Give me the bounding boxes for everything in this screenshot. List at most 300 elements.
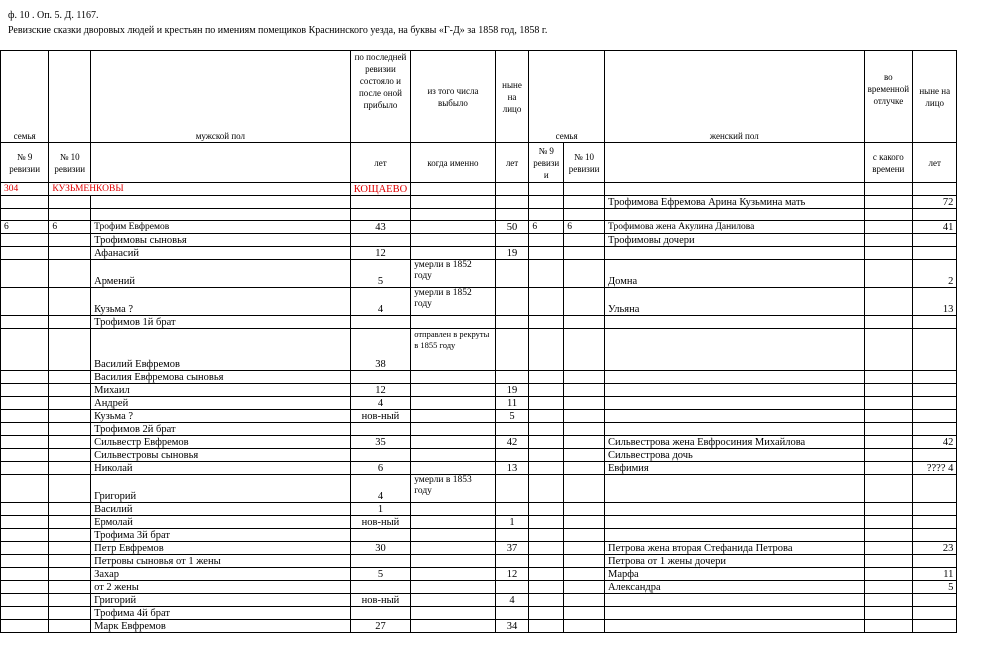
header-male: мужской пол: [91, 51, 351, 143]
table-row: [1, 529, 988, 542]
cell-f-rev9: [529, 436, 564, 449]
cell-rev10: [49, 542, 91, 555]
cell-age: 43: [350, 221, 411, 234]
cell-rev10: [49, 436, 91, 449]
cell-age: 4: [350, 397, 411, 410]
cell-f-rev10: [564, 196, 605, 209]
cell-spacer: [957, 384, 988, 397]
cell-f-rev10: [564, 423, 605, 436]
cell-rev10: [49, 316, 91, 329]
cell-rev10: [49, 529, 91, 542]
cell-age: 38: [350, 329, 411, 371]
header-semya-female: семья: [529, 51, 605, 143]
cell-nyne-female: [913, 183, 957, 196]
cell-otluchka: [864, 594, 912, 607]
cell-female-name: Евфимия: [605, 462, 865, 475]
cell-nyne-male: 42: [495, 436, 529, 449]
cell-f-rev10: 6: [564, 221, 605, 234]
cell-female-name: Петрова жена вторая Стефанида Петрова: [605, 542, 865, 555]
cell-rev9: [1, 316, 49, 329]
cell-female-name: Александра: [605, 581, 865, 594]
cell-nyne-male: [495, 529, 529, 542]
document-title: Ревизские сказки дворовых людей и крестьян по имениям помещиков Краснинского уезда, на буквы «Г-Д» за 1858 год, 1858 г.: [8, 25, 548, 36]
cell-spacer: [957, 462, 988, 475]
cell-rev10: КУЗЬМЕНКОВЫ: [49, 183, 350, 196]
table-row: [1, 620, 988, 633]
cell-rev9: [1, 410, 49, 423]
cell-age: 1: [350, 503, 411, 516]
cell-nyne-male: [495, 555, 529, 568]
cell-spacer: [957, 555, 988, 568]
cell-female-name: Марфа: [605, 568, 865, 581]
cell-male-name: Афанасий: [91, 247, 351, 260]
cell-nyne-male: [495, 371, 529, 384]
cell-female-name: [605, 316, 865, 329]
cell-rev10: [49, 397, 91, 410]
cell-female-name: Сильвестрова жена Евфросиния Михайлова: [605, 436, 865, 449]
cell-spacer: [957, 620, 988, 633]
cell-f-rev10: [564, 329, 605, 371]
cell-vybylo: [411, 462, 496, 475]
cell-female-name: Трофимова Ефремова Арина Кузьмина мать: [605, 196, 865, 209]
table-row: [1, 462, 988, 475]
cell-otluchka: [864, 221, 912, 234]
cell-f-rev9: [529, 397, 564, 410]
cell-spacer: [957, 209, 988, 221]
cell-otluchka: [864, 475, 912, 503]
table-row: [1, 221, 988, 234]
cell-f-rev9: [529, 384, 564, 397]
cell-rev9: [1, 329, 49, 371]
cell-male-name: [91, 209, 351, 221]
cell-otluchka: [864, 260, 912, 288]
table-row: [1, 183, 988, 196]
cell-male-name: Захар: [91, 568, 351, 581]
cell-rev9: [1, 247, 49, 260]
cell-f-rev9: [529, 410, 564, 423]
cell-rev10: [49, 607, 91, 620]
cell-nyne-male: [495, 209, 529, 221]
cell-rev10: [49, 410, 91, 423]
cell-age: 5: [350, 260, 411, 288]
header-row-2: [1, 143, 988, 183]
cell-rev9: [1, 288, 49, 316]
header-let-2: лет: [495, 143, 529, 183]
cell-nyne-female: 13: [913, 288, 957, 316]
cell-female-name: [605, 397, 865, 410]
cell-nyne-female: [913, 475, 957, 503]
cell-f-rev9: [529, 247, 564, 260]
table-row: [1, 555, 988, 568]
cell-female-name: [605, 183, 865, 196]
cell-spacer: [957, 288, 988, 316]
header-let-3: лет: [913, 143, 957, 183]
cell-female-name: Сильвестрова дочь: [605, 449, 865, 462]
table-row: [1, 568, 988, 581]
cell-nyne-male: 34: [495, 620, 529, 633]
cell-nyne-male: 11: [495, 397, 529, 410]
cell-otluchka: [864, 247, 912, 260]
cell-nyne-female: [913, 384, 957, 397]
cell-otluchka: [864, 581, 912, 594]
cell-female-name: [605, 620, 865, 633]
cell-f-rev10: [564, 397, 605, 410]
cell-female-name: [605, 594, 865, 607]
cell-rev10: [49, 475, 91, 503]
cell-f-rev9: [529, 329, 564, 371]
cell-nyne-female: [913, 410, 957, 423]
cell-age: [350, 555, 411, 568]
cell-female-name: Трофимовы дочери: [605, 234, 865, 247]
cell-rev9: [1, 542, 49, 555]
cell-male-name: Кузьма ?: [91, 288, 351, 316]
cell-rev10: [49, 288, 91, 316]
cell-spacer: [957, 371, 988, 384]
cell-vybylo: [411, 423, 496, 436]
cell-spacer: [957, 397, 988, 410]
table-row: [1, 316, 988, 329]
cell-rev9: [1, 397, 49, 410]
header-kogda: когда именно: [411, 143, 496, 183]
cell-spacer: [957, 316, 988, 329]
cell-otluchka: [864, 288, 912, 316]
cell-rev9: [1, 371, 49, 384]
cell-spacer: [957, 568, 988, 581]
cell-age: нов-ный: [350, 516, 411, 529]
cell-female-name: Петрова от 1 жены дочери: [605, 555, 865, 568]
cell-f-rev10: [564, 620, 605, 633]
cell-vybylo: умерли в 1853 году: [411, 475, 496, 503]
cell-nyne-male: [495, 183, 529, 196]
cell-f-rev10: [564, 475, 605, 503]
cell-age: КОЩАЕВО: [350, 183, 411, 196]
cell-nyne-male: [495, 475, 529, 503]
table-row: [1, 449, 988, 462]
header-empty: [605, 143, 865, 183]
table-row: [1, 234, 988, 247]
table-row: [1, 288, 988, 316]
cell-vybylo: [411, 221, 496, 234]
cell-nyne-female: [913, 316, 957, 329]
cell-vybylo: [411, 568, 496, 581]
cell-male-name: Кузьма ?: [91, 410, 351, 423]
cell-nyne-male: [495, 260, 529, 288]
cell-spacer: [957, 247, 988, 260]
table-row: [1, 209, 988, 221]
cell-spacer: [957, 329, 988, 371]
cell-nyne-male: 19: [495, 247, 529, 260]
cell-vybylo: [411, 620, 496, 633]
table-row: [1, 371, 988, 384]
cell-rev9: [1, 449, 49, 462]
cell-f-rev9: [529, 371, 564, 384]
cell-rev10: [49, 260, 91, 288]
cell-f-rev10: [564, 260, 605, 288]
cell-otluchka: [864, 516, 912, 529]
cell-rev9: [1, 475, 49, 503]
cell-nyne-female: [913, 329, 957, 371]
cell-nyne-female: 23: [913, 542, 957, 555]
cell-f-rev9: [529, 516, 564, 529]
header-let-1: лет: [350, 143, 411, 183]
cell-f-rev9: [529, 260, 564, 288]
cell-vybylo: [411, 371, 496, 384]
cell-rev10: [49, 555, 91, 568]
cell-female-name: Трофимова жена Акулина Данилова: [605, 221, 865, 234]
cell-rev9: [1, 555, 49, 568]
cell-rev9: [1, 516, 49, 529]
cell-otluchka: [864, 384, 912, 397]
cell-otluchka: [864, 371, 912, 384]
cell-nyne-female: 72: [913, 196, 957, 209]
cell-vybylo: [411, 247, 496, 260]
cell-male-name: Трофима 4й брат: [91, 607, 351, 620]
cell-otluchka: [864, 529, 912, 542]
cell-male-name: Сильвестр Евфремов: [91, 436, 351, 449]
header-frev10: № 10 ревизии: [564, 143, 605, 183]
cell-age: [350, 423, 411, 436]
cell-otluchka: [864, 462, 912, 475]
cell-nyne-male: [495, 449, 529, 462]
cell-age: [350, 371, 411, 384]
cell-vybylo: [411, 594, 496, 607]
cell-nyne-male: [495, 196, 529, 209]
cell-f-rev10: [564, 316, 605, 329]
cell-f-rev10: [564, 234, 605, 247]
cell-vybylo: [411, 516, 496, 529]
cell-vybylo: [411, 316, 496, 329]
header-empty: [91, 143, 351, 183]
cell-nyne-female: [913, 607, 957, 620]
cell-otluchka: [864, 423, 912, 436]
cell-male-name: Василий: [91, 503, 351, 516]
table-row: [1, 516, 988, 529]
cell-age: 30: [350, 542, 411, 555]
cell-nyne-male: 4: [495, 594, 529, 607]
table-row: [1, 260, 988, 288]
cell-male-name: Григорий: [91, 475, 351, 503]
cell-nyne-female: [913, 620, 957, 633]
cell-f-rev9: [529, 542, 564, 555]
table-row: [1, 503, 988, 516]
cell-rev9: [1, 196, 49, 209]
cell-male-name: [91, 196, 351, 209]
cell-spacer: [957, 221, 988, 234]
cell-f-rev10: [564, 503, 605, 516]
cell-f-rev9: [529, 316, 564, 329]
cell-male-name: от 2 жены: [91, 581, 351, 594]
cell-otluchka: [864, 503, 912, 516]
cell-male-name: Сильвестровы сыновья: [91, 449, 351, 462]
cell-otluchka: [864, 436, 912, 449]
cell-rev9: [1, 607, 49, 620]
table-row: [1, 247, 988, 260]
cell-age: 27: [350, 620, 411, 633]
header-female: женский пол: [605, 51, 865, 143]
cell-rev9: [1, 503, 49, 516]
census-table: [0, 50, 988, 633]
cell-nyne-female: 41: [913, 221, 957, 234]
header-rev9: № 9 ревизии: [1, 143, 49, 183]
cell-otluchka: [864, 542, 912, 555]
header-rev10: № 10 ревизии: [49, 143, 91, 183]
cell-rev10: [49, 503, 91, 516]
header-spacer: [957, 51, 988, 143]
cell-vybylo: [411, 209, 496, 221]
cell-f-rev10: [564, 449, 605, 462]
cell-f-rev10: [564, 462, 605, 475]
cell-male-name: Трофим Евфремов: [91, 221, 351, 234]
cell-male-name: Василия Евфремова сыновья: [91, 371, 351, 384]
cell-f-rev10: [564, 288, 605, 316]
header-row-1: [1, 51, 988, 143]
cell-vybylo: [411, 196, 496, 209]
cell-f-rev10: [564, 384, 605, 397]
cell-spacer: [957, 449, 988, 462]
cell-f-rev9: [529, 288, 564, 316]
cell-age: [350, 209, 411, 221]
cell-vybylo: умерли в 1852 году: [411, 260, 496, 288]
cell-nyne-female: [913, 555, 957, 568]
cell-male-name: Трофимовы сыновья: [91, 234, 351, 247]
cell-nyne-female: [913, 234, 957, 247]
cell-nyne-female: [913, 529, 957, 542]
cell-otluchka: [864, 568, 912, 581]
cell-nyne-male: [495, 607, 529, 620]
cell-nyne-female: 5: [913, 581, 957, 594]
cell-rev10: [49, 371, 91, 384]
cell-spacer: [957, 183, 988, 196]
cell-rev9: [1, 436, 49, 449]
cell-spacer: [957, 196, 988, 209]
cell-otluchka: [864, 607, 912, 620]
cell-female-name: [605, 247, 865, 260]
cell-vybylo: [411, 529, 496, 542]
cell-male-name: Василий Евфремов: [91, 329, 351, 371]
cell-rev10: [49, 234, 91, 247]
cell-f-rev9: [529, 529, 564, 542]
cell-spacer: [957, 410, 988, 423]
cell-rev10: [49, 594, 91, 607]
cell-age: нов-ный: [350, 410, 411, 423]
cell-nyne-male: 1: [495, 516, 529, 529]
cell-f-rev10: [564, 542, 605, 555]
cell-f-rev10: [564, 247, 605, 260]
cell-f-rev10: [564, 594, 605, 607]
cell-rev9: [1, 384, 49, 397]
cell-age: 12: [350, 247, 411, 260]
cell-male-name: Николай: [91, 462, 351, 475]
cell-age: 35: [350, 436, 411, 449]
table-row: [1, 542, 988, 555]
cell-nyne-female: [913, 594, 957, 607]
cell-rev10: [49, 462, 91, 475]
cell-f-rev10: [564, 581, 605, 594]
cell-nyne-female: 2: [913, 260, 957, 288]
cell-f-rev9: [529, 607, 564, 620]
cell-male-name: Григорий: [91, 594, 351, 607]
cell-vybylo: умерли в 1852 году: [411, 288, 496, 316]
cell-f-rev9: [529, 594, 564, 607]
cell-f-rev9: [529, 475, 564, 503]
cell-male-name: Трофимов 1й брат: [91, 316, 351, 329]
cell-age: 4: [350, 475, 411, 503]
cell-rev10: [49, 581, 91, 594]
table-row: [1, 475, 988, 503]
cell-vybylo: [411, 607, 496, 620]
cell-rev10: [49, 329, 91, 371]
cell-otluchka: [864, 620, 912, 633]
cell-nyne-female: [913, 397, 957, 410]
cell-spacer: [957, 503, 988, 516]
cell-vybylo: [411, 555, 496, 568]
table-row: [1, 384, 988, 397]
cell-rev10: [49, 423, 91, 436]
header-frev9: № 9 ревизи и: [529, 143, 564, 183]
cell-male-name: Трофима 3й брат: [91, 529, 351, 542]
table-row: [1, 594, 988, 607]
cell-rev10: [49, 449, 91, 462]
cell-otluchka: [864, 410, 912, 423]
cell-otluchka: [864, 183, 912, 196]
cell-vybylo: [411, 410, 496, 423]
cell-male-name: Ермолай: [91, 516, 351, 529]
cell-female-name: [605, 503, 865, 516]
cell-f-rev9: [529, 555, 564, 568]
cell-rev9: [1, 529, 49, 542]
cell-spacer: [957, 423, 988, 436]
cell-female-name: [605, 529, 865, 542]
cell-nyne-female: [913, 423, 957, 436]
cell-age: [350, 196, 411, 209]
header-last-revision: по последней ревизии состояло и после оной прибыло: [350, 51, 411, 143]
cell-otluchka: [864, 329, 912, 371]
cell-rev9: [1, 620, 49, 633]
cell-spacer: [957, 581, 988, 594]
cell-vybylo: отправлен в рекруты в 1855 году: [411, 329, 496, 371]
table-row: [1, 607, 988, 620]
cell-nyne-female: ???? 4: [913, 462, 957, 475]
cell-male-name: Армений: [91, 260, 351, 288]
cell-rev10: [49, 384, 91, 397]
cell-age: [350, 316, 411, 329]
cell-otluchka: [864, 196, 912, 209]
header-semya-male: семья: [1, 51, 49, 143]
cell-vybylo: [411, 397, 496, 410]
cell-spacer: [957, 607, 988, 620]
cell-f-rev9: [529, 234, 564, 247]
cell-spacer: [957, 475, 988, 503]
cell-nyne-female: [913, 516, 957, 529]
cell-male-name: Михаил: [91, 384, 351, 397]
cell-female-name: [605, 371, 865, 384]
cell-rev9: [1, 209, 49, 221]
cell-nyne-male: [495, 423, 529, 436]
cell-nyne-male: [495, 581, 529, 594]
cell-rev10: [49, 196, 91, 209]
cell-spacer: [957, 542, 988, 555]
cell-female-name: [605, 516, 865, 529]
cell-female-name: [605, 475, 865, 503]
cell-age: 4: [350, 288, 411, 316]
table-row: [1, 329, 988, 371]
cell-rev10: 6: [49, 221, 91, 234]
cell-age: 5: [350, 568, 411, 581]
cell-vybylo: [411, 436, 496, 449]
cell-otluchka: [864, 234, 912, 247]
cell-female-name: [605, 607, 865, 620]
cell-f-rev10: [564, 529, 605, 542]
